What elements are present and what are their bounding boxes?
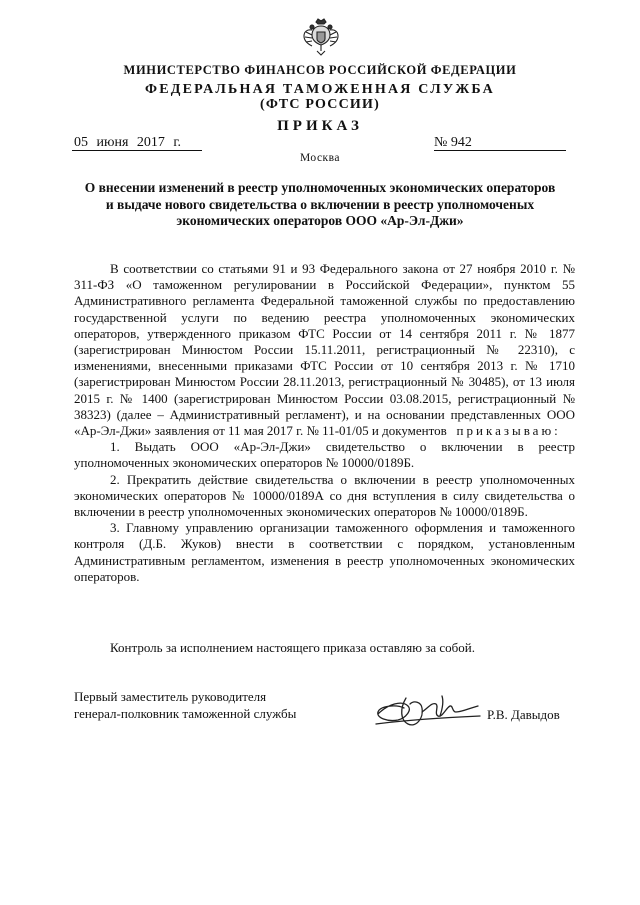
signer-name: Р.В. Давыдов (487, 707, 560, 722)
service-abbreviation: (ФТС РОССИИ) (260, 97, 380, 112)
preamble-text: В соответствии со статьями 91 и 93 Федерального закона от 27 ноября 2010 г. № 311-ФЗ «О таможенном регулировании в Российской Федерации», пунктом 55 Административного регламента Федеральной таможенной службы по предоставлению государственной услуги по ведению реестра уполномоченных экономических операторов, утвержденного приказом ФТС России от 14 сентября 2011 г. № 1877 (зарегистрирован Минюстом России 15.11.2011, регистрационный № 22310), с изменениями, внесенными приказами ФТС России от 10 сентября 2013 г. № 1710 (зарегистрирован Минюстом России 28.11.2013, регистрационный № 30485), от 13 июля 2015 г. № 1400 (зарегистрирован Минюстом России 03.08.2015, регистрационный № 38323) (далее – Административный регламент), и на основании представленных ООО «Ар-Эл-Джи» заявления от 11 мая 2017 г. № 11-01/05 и документов (74, 261, 575, 439)
signer-position-line-1: Первый заместитель руководителя (74, 689, 267, 704)
order-word: приказываю: (456, 423, 561, 439)
service-name: ФЕДЕРАЛЬНАЯ ТАМОЖЕННАЯ СЛУЖБА (145, 82, 495, 97)
handwritten-signature (372, 690, 484, 732)
order-date: 05 июня 2017 г. (72, 135, 202, 151)
order-title: О внесении изменений в реестр уполномоченных экономических операторов и выдаче нового свидетельства о включении в реестр уполномоченых экономических операторов ООО «Ар-Эл-Джи» (84, 180, 556, 228)
preamble-paragraph (74, 261, 575, 439)
order-number: № 942 (434, 135, 566, 151)
order-item-2: 2. Прекратить действие свидетельства о включении в реестр уполномоченных экономических операторов № 10000/0189А со дня вступления в силу свидетельства о включении в реестр уполномоченных экономических операторов № 10000/0189Б. (74, 471, 575, 520)
order-item-1: 1. Выдать ООО «Ар-Эл-Джи» свидетельство о включении в реестр уполномоченных экономических операторов № 10000/0189Б. (74, 439, 575, 471)
order-item-3: 3. Главному управлению организации таможенного оформления и таможенного контроля (Д.Б. Жуков) внести в соответствии с порядком, установленным Административным регламентом, изменения в реестр уполномоченных экономических операторов. (74, 520, 575, 584)
order-city: Москва (299, 152, 341, 164)
order-body (74, 261, 575, 585)
document-type: ПРИКАЗ (277, 118, 363, 134)
signer-position-line-2: генерал-полковник таможенной службы (74, 706, 297, 721)
control-clause: Контроль за исполнением настоящего приказа оставляю за собой. (110, 640, 475, 655)
double-headed-eagle-emblem-icon (303, 18, 339, 58)
signer-position (74, 688, 296, 722)
ministry-name: МИНИСТЕРСТВО ФИНАНСОВ РОССИЙСКОЙ ФЕДЕРАЦИИ (123, 63, 517, 77)
